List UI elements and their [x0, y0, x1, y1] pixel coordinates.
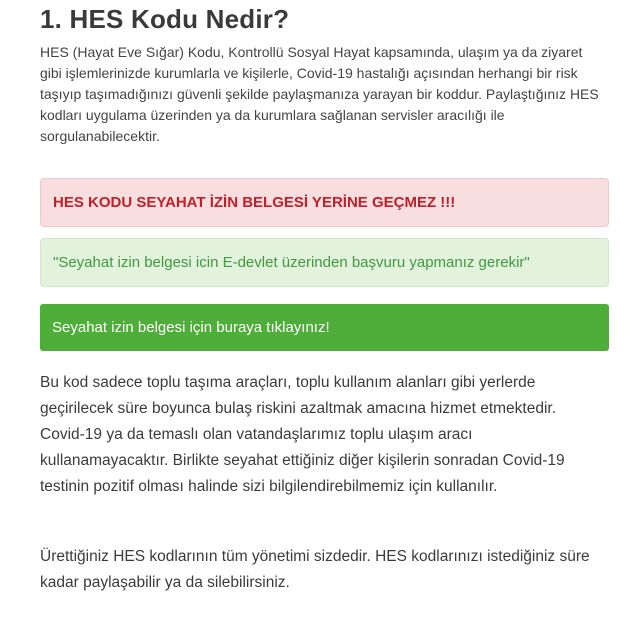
body-paragraph-1: Bu kod sadece toplu taşıma araçları, toplu kullanım alanları gibi yerlerde geçirilecek süre boyunca bulaş riskini azaltmak amacına hizmet etmektedir. Covid-19 ya da temaslı olan vatandaşlarımız toplu ulaşım aracı kullanamayacaktır. Birlikte seyahat ettiğiniz diğer kişilerin sonradan Covid-19 testinin pozitif olması halinde sizi bilgilendirebilmemiz için kullanılır.: [40, 374, 565, 495]
body-paragraph-2: Ürettiğiniz HES kodlarının tüm yönetimi sizdedir. HES kodlarınızı istediğiniz süre kadar paylaşabilir ya da silebilirsiniz.: [40, 548, 590, 591]
travel-permit-button[interactable]: [40, 304, 609, 351]
intro-paragraph: HES (Hayat Eve Sığar) Kodu, Kontrollü Sosyal Hayat kapsamında, ulaşım ya da ziyaret gibi işlemlerinizde kurumlarla ve kişilerle, Covid-19 hastalığı açısından herhangi bir risk taşıyıp taşımadığınızı güvenli şekilde paylaşmanıza yarayan bir koddur. Paylaştığınız HES kodları uygulama üzerinden ya da kurumlara sağlanan servisler aracılığı ile sorgulanabilecektir.: [40, 44, 599, 144]
warning-alert: [40, 178, 609, 227]
page-title: 1. HES Kodu Nedir?: [40, 4, 290, 34]
info-alert-text: "Seyahat izin belgesi icin E-devlet üzerinden başvuru yapmanız gerekir": [53, 254, 530, 271]
info-alert: [40, 238, 609, 287]
travel-permit-button-label: Seyahat izin belgesi için buraya tıklayınız!: [52, 319, 330, 336]
warning-alert-text: HES KODU SEYAHAT İZİN BELGESİ YERİNE GEÇMEZ !!!: [53, 194, 456, 211]
